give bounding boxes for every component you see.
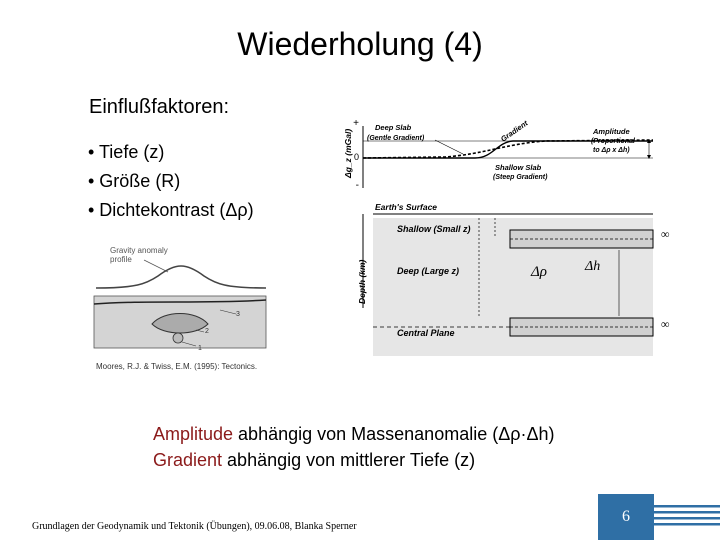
slide-footer: Grundlagen der Geodynamik und Tektonik (Übungen), 09.06.08, Blanka Sperner	[32, 521, 357, 532]
figure-label: profile	[110, 255, 132, 264]
axis-zero: 0	[353, 152, 359, 162]
svg-text:to Δρ x Δh): to Δρ x Δh)	[593, 147, 630, 154]
slab-depth-figure	[335, 118, 680, 360]
delta-h-label: Δh	[585, 259, 601, 274]
svg-text:Amplitude: Amplitude	[593, 127, 630, 136]
slide-subtitle: Einflußfaktoren:	[89, 96, 230, 118]
summary-line-gradient	[153, 447, 555, 473]
svg-text:Gradient: Gradient	[498, 118, 530, 144]
bullet-list	[88, 138, 254, 225]
earth-surface-label: Earth's Surface	[375, 202, 438, 212]
figure-citation: Moores, R.J. & Twiss, E.M. (1995): Tectonics.	[96, 362, 258, 371]
svg-text:(Steep Gradient): (Steep Gradient)	[493, 174, 548, 181]
slide-title: Wiederholung (4)	[237, 26, 483, 62]
svg-text:Deep Slab: Deep Slab	[375, 123, 412, 132]
central-plane-label: Central Plane	[397, 328, 455, 338]
axis-label-depth: Depth (km)	[357, 259, 367, 304]
anomaly-curve	[96, 266, 266, 288]
shallow-label: Shallow (Small z)	[397, 224, 471, 234]
bullet-item: • Dichtekontrast (Δρ)	[88, 200, 254, 220]
svg-text:∞: ∞	[661, 227, 670, 241]
axis-label-gravity: Δg_z (mGal)	[343, 128, 353, 178]
delta-rho-label: Δρ	[531, 264, 548, 280]
axis-plus: +	[353, 118, 359, 129]
page-number: 6	[598, 494, 654, 540]
point-mass	[173, 333, 183, 343]
axis-minus: -	[355, 180, 359, 191]
gradient-text: abhängig von mittlerer Tiefe (z)	[222, 450, 476, 470]
gradient-keyword: Gradient	[153, 450, 223, 470]
amplitude-text: abhängig von Massenanomalie (Δρ·Δh)	[233, 424, 555, 444]
gravity-profile-figure	[86, 234, 274, 374]
figure-label: Gravity anomaly	[110, 246, 168, 255]
profile-leader	[144, 260, 168, 272]
svg-text:Shallow Slab: Shallow Slab	[495, 163, 542, 172]
svg-text:∞: ∞	[661, 317, 670, 331]
decorative-stripes	[654, 505, 720, 529]
marker-1: 1	[198, 345, 202, 352]
svg-text:(Gentle Gradient): (Gentle Gradient)	[367, 135, 425, 142]
marker-3: 3	[236, 311, 240, 318]
summary-line-amplitude	[153, 421, 555, 447]
bullet-item: • Tiefe (z)	[88, 142, 165, 162]
deep-label: Deep (Large z)	[397, 266, 460, 276]
amplitude-keyword: Amplitude	[153, 424, 234, 444]
summary-block	[153, 421, 555, 473]
bullet-item: • Größe (R)	[88, 171, 181, 191]
svg-text:(Proportional: (Proportional	[591, 138, 635, 145]
marker-2: 2	[205, 328, 209, 335]
